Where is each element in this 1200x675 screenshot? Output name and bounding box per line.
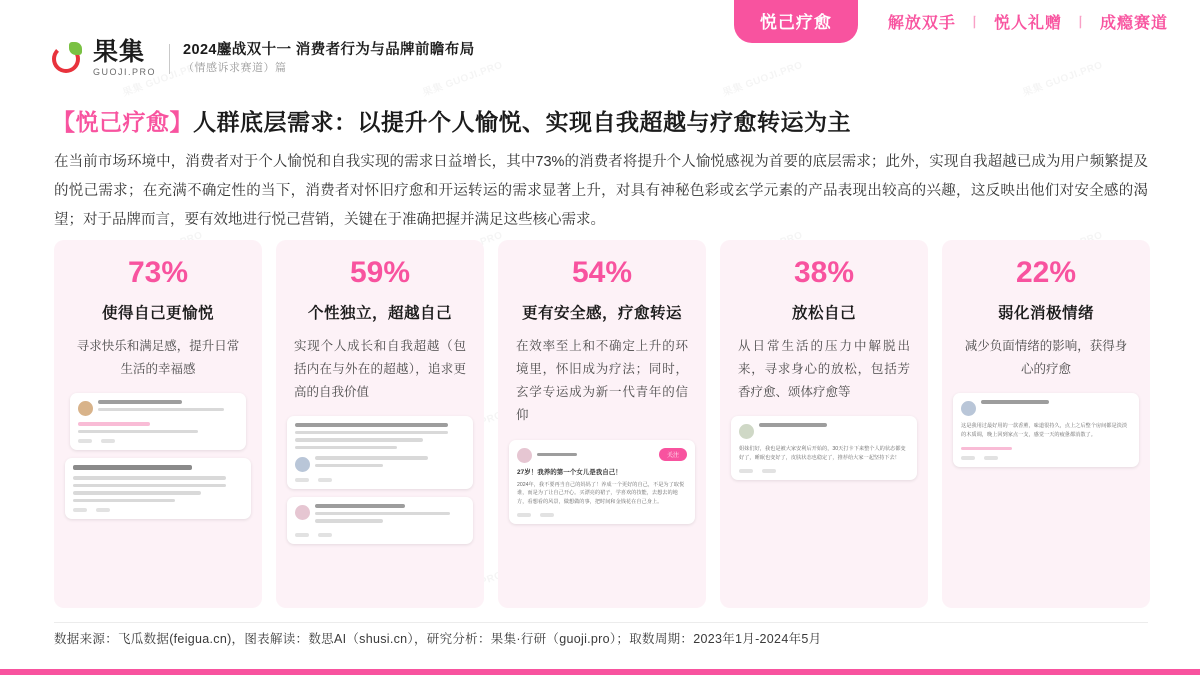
tab-chengyin-saidao[interactable]: 成瘾赛道 (1099, 14, 1168, 32)
like-icon (73, 508, 87, 512)
data-source-note: 数据来源：飞瓜数据(feigua.cn)，图表解读：数思AI（shusi.cn），研究分析：果集·行研（guoji.pro）；取数周期：2023年1月-2024年5月 (54, 632, 822, 646)
stat-percent: 54% (571, 256, 633, 289)
stat-caption: 使得自己更愉悦 (101, 305, 214, 322)
stat-card (498, 240, 706, 608)
avatar (961, 401, 976, 416)
avatar (78, 401, 93, 416)
stat-percent: 22% (1015, 256, 1077, 289)
stat-caption: 弱化消极情绪 (997, 305, 1094, 322)
tab-yueji-liaoyu[interactable]: 悦己疗愈 (734, 0, 858, 43)
avatar (295, 457, 310, 472)
post-body: 2024年，我不要再当自己的妈妈了！养成一个更好的自己，不是为了取悦谁，而是为了让自己开心。买漂亮的裙子，学喜欢的技能，去想去的地方，看想看的风景，做想做的事，把时间和金钱花在自己身上。 (517, 481, 685, 506)
stat-card (54, 240, 262, 608)
stat-card-list (54, 240, 1148, 608)
evidence-screenshots (732, 416, 916, 480)
evidence-screenshots (66, 393, 250, 519)
stat-description: 实现个人成长和自我超越（包括内在与外在的超越），追求更高的自我价值 (294, 339, 466, 400)
post-body: 姐妹们好，我也是被大家安利后开始的，30天打卡下来整个人的状态都变好了，睡眠也变好了，皮肤状态也稳定了，推荐给大家一起坚持下去！ (739, 446, 906, 462)
comment-icon (101, 439, 115, 443)
comment-icon (96, 508, 110, 512)
report-title-block (183, 41, 475, 76)
brand-name-en: GUOJI.PRO (93, 67, 157, 77)
post-card[interactable] (65, 458, 251, 519)
evidence-screenshots (288, 416, 472, 544)
post-card[interactable] (731, 416, 917, 480)
watermark (720, 56, 804, 99)
post-body: 这是我用过最好用的一款香薰，味道很持久，点上之后整个房间都是淡淡的木质调，晚上回到家点一支，感觉一天的疲惫都消散了。 (961, 423, 1128, 439)
stat-card (942, 240, 1150, 608)
comment-icon (984, 456, 998, 460)
nav-separator: 丨 (967, 14, 982, 30)
summary-paragraph: 在当前市场环境中，消费者对于个人愉悦和自我实现的需求日益增长，其中73%的消费者将提升个人愉悦感视为首要的底层需求；此外，实现自我超越已成为用户频繁提及的悦己需求；在充满不确定性的当下，消费者对怀旧疗愈和开运转运的需求显著上升，对具有神秘色彩或玄学元素的产品表现出较高的兴趣，这反映出他们对安全感的渴望；对于品牌而言，要有效地进行悦己营销，关键在于准确把握并满足这些核心需求。 (54, 154, 1148, 228)
post-card[interactable] (287, 416, 473, 489)
report-subtitle: （情感诉求赛道）篇 (183, 62, 287, 75)
post-title: 27岁！我养的第一个女儿是我自己！ (517, 468, 622, 476)
evidence-screenshots (954, 393, 1138, 467)
stat-percent: 38% (793, 256, 855, 289)
comment-icon (540, 513, 554, 517)
top-navigation (734, 0, 1200, 42)
brand-text (93, 40, 156, 77)
stat-caption: 更有安全感，疗愈转运 (521, 305, 682, 322)
evidence-screenshots (510, 440, 694, 525)
follow-button[interactable]: 关注 (659, 448, 687, 461)
avatar (295, 505, 310, 520)
like-icon (78, 439, 92, 443)
stat-card (720, 240, 928, 608)
nav-items (858, 10, 1178, 33)
page-title-rest: 人群底层需求：以提升个人愉悦、实现自我超越与疗愈转运为主 (193, 109, 851, 135)
bottom-accent-bar (0, 669, 1200, 675)
page-title-highlight: 【悦己疗愈】 (52, 109, 193, 135)
stat-description: 从日常生活的压力中解脱出来，寻求身心的放松，包括芳香疗愈、颂体疗愈等 (738, 339, 910, 400)
header-divider (169, 44, 170, 74)
post-card[interactable] (509, 440, 695, 525)
stat-card (276, 240, 484, 608)
avatar (517, 448, 532, 463)
avatar (739, 424, 754, 439)
stat-percent: 59% (349, 256, 411, 289)
like-icon (295, 533, 309, 537)
like-icon (961, 456, 975, 460)
post-card[interactable] (287, 497, 473, 544)
page-title (52, 104, 851, 137)
watermark (1020, 56, 1104, 99)
like-icon (295, 478, 309, 482)
report-title: 2024鏖战双十一 消费者行为与品牌前瞻布局 (183, 42, 475, 59)
comment-icon (762, 469, 776, 473)
comment-icon (318, 478, 332, 482)
like-icon (739, 469, 753, 473)
post-card[interactable] (953, 393, 1139, 467)
tab-yueren-lizeng[interactable]: 悦人礼赠 (993, 14, 1062, 32)
comment-icon (318, 533, 332, 537)
guoji-logo-icon (52, 42, 86, 76)
stat-description: 寻求快乐和满足感，提升日常生活的幸福感 (76, 339, 240, 377)
brand-header (52, 40, 475, 77)
tab-jiefang-shuangshou[interactable]: 解放双手 (887, 14, 956, 32)
brand-name-cn: 果集 (93, 38, 146, 66)
like-icon (517, 513, 531, 517)
stat-percent: 73% (127, 256, 189, 289)
stat-description: 在效率至上和不确定上升的环境里，怀旧成为疗法；同时，玄学专运成为新一代青年的信仰 (516, 339, 688, 423)
post-card[interactable] (70, 393, 246, 450)
stat-caption: 个性独立，超越自己 (307, 305, 452, 322)
nav-separator: 丨 (1073, 14, 1088, 30)
stat-caption: 放松自己 (791, 305, 856, 322)
footer-divider (54, 622, 1148, 623)
stat-description: 减少负面情绪的影响，获得身心的疗愈 (964, 339, 1128, 377)
